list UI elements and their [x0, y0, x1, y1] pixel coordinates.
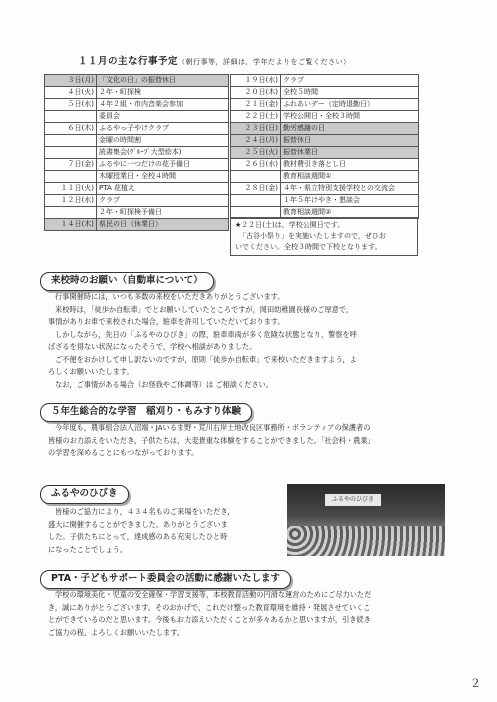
schedule-event: 金曜の時間割 [97, 135, 229, 147]
schedule-event: ２年・町探検予備日 [97, 207, 229, 219]
schedule-date: １９日(水) [231, 75, 281, 87]
schedule-event: ふるやっ子やけクラブ [97, 123, 229, 135]
schedule-event: 学校公開日・全校３時間 [281, 111, 419, 123]
school-open-day-note [230, 217, 418, 256]
schedule-event: 振替休業日 [281, 147, 419, 159]
schedule-event: 勤労感謝の日 [281, 123, 419, 135]
schedule-date: ２３日(日) [231, 123, 281, 135]
schedule-row [231, 159, 419, 171]
section-heading-furuya-hibiki: ふるやのひびき [40, 485, 129, 504]
schedule-event: クラブ [281, 75, 419, 87]
page-number: ２ [470, 677, 481, 691]
schedule-row [45, 171, 229, 183]
body-line: とができているのだと思います。今後もお力添えいただくことが多々あるかと思いますが，引き続き [48, 615, 371, 624]
schedule-row [231, 87, 419, 99]
schedule-event: 全校５時間 [281, 87, 419, 99]
body-line: 事情がありお車で来校された場合，駐車を許可していただいております。 [48, 317, 285, 326]
schedule-date [231, 171, 281, 183]
schedule-date: ５日(水) [45, 99, 97, 111]
schedule-date: ２６日(水) [231, 159, 281, 171]
schedule-row [45, 195, 229, 207]
schedule-event: 委員会 [97, 111, 229, 123]
section-body-parking [48, 291, 448, 391]
schedule-date: ２１日(金) [231, 99, 281, 111]
schedule-date: ７日(金) [45, 159, 97, 171]
schedule-event: 教材費引き落とし日 [281, 159, 419, 171]
schedule-event: 教育相談週間② [281, 207, 419, 219]
body-line: 行事開催時には，いつも多数の来校をいただきありがとうございます。 [55, 292, 285, 301]
schedule-row [231, 171, 419, 183]
schedule-row [45, 99, 229, 111]
schedule-row [45, 135, 229, 147]
body-line: 皆様のお力添えをいただき，子供たちは，大変貴重な体験をすることができました。「社会科・農業」 [48, 435, 375, 445]
schedule-row [231, 183, 419, 195]
schedule-date: １２日(水) [45, 195, 97, 207]
schedule-date: １４日(木) [45, 219, 97, 231]
schedule-event: ４年２組・市内音楽会参加 [97, 99, 229, 111]
schedule-row [231, 135, 419, 147]
schedule-date [45, 111, 97, 123]
note-line: ★２２日(土)は，学校公開日です。 [235, 221, 345, 229]
schedule-row [231, 111, 419, 123]
schedule-date [45, 171, 97, 183]
schedule-date: ３日(月) [45, 75, 97, 87]
body-line: ばざるを得ない状況になったそうで，学校へ相談がありました。 [48, 342, 257, 351]
body-line: になったことでしょう。 [48, 544, 128, 554]
schedule-row [231, 75, 419, 87]
schedule-row [45, 75, 229, 87]
schedule-date: ４日(火) [45, 87, 97, 99]
photo-audience [287, 526, 445, 556]
body-line: ろしくお願いいたします。 [48, 367, 134, 376]
schedule-row [231, 99, 419, 111]
schedule-event: 木曜授業日・全校４時間 [97, 171, 229, 183]
body-line: ご協力の程，よろしくお願いいたします。 [48, 627, 184, 637]
schedule-event: ２年・町探検 [97, 87, 229, 99]
schedule-row [231, 147, 419, 159]
body-line: の学習を深めることにもつながっております。 [48, 448, 199, 457]
schedule-date [45, 147, 97, 159]
body-line: ご不便をおかけして申し訳ないのですが，原則「徒歩か自転車」で来校いただきますよう，よ [55, 354, 357, 364]
section-body-rice-harvest [48, 422, 448, 460]
schedule-event: ふるやに一つだけの花予備日 [97, 159, 229, 171]
schedule-row [45, 111, 229, 123]
body-line: 今年度も，農事組合法人沼端・JAいるま野・荒川右岸土地改良区事務所・ボランティアの保護者の [55, 423, 371, 432]
schedule-date: ２４日(月) [231, 135, 281, 147]
schedule-event: 「文化の日」の振替休日 [97, 75, 229, 87]
body-line: した。子供たちにとって，達成感のある充実したひと時 [48, 532, 228, 541]
schedule-row [231, 123, 419, 135]
note-line: いでください。全校３時間で下校となります。 [235, 243, 382, 251]
schedule-table-left [44, 74, 229, 231]
schedule-date: ２２日(土) [231, 111, 281, 123]
schedule-row [45, 207, 229, 219]
schedule-event: １年５年けやき・懇談会 [281, 195, 419, 207]
schedule-row [45, 123, 229, 135]
schedule-subtitle: （朝行事等，詳細は，学年だよりをご覧ください） [178, 58, 351, 66]
body-line: なお，ご事情がある場合（お怪我やご体調等）は ご相談ください。 [55, 379, 273, 389]
schedule-date: ２８日(金) [231, 183, 281, 195]
schedule-row [45, 183, 229, 195]
section-body-pta-thanks [48, 589, 452, 639]
schedule-date: １１日(火) [45, 183, 97, 195]
section-body-furuya-hibiki [48, 506, 284, 556]
concert-photo [287, 484, 445, 556]
note-line: 「古谷小祭り」を実施いたしますので，ぜひお [239, 232, 386, 240]
section-heading-parking: 来校時のお願い（自動車について） [40, 272, 214, 291]
schedule-row [45, 147, 229, 159]
schedule-event: クラブ [97, 195, 229, 207]
body-line: しかしながら，先日の「ふるやのひびき」の際，駐車車両が多く危険な状態となり，警察を呼 [55, 329, 357, 339]
body-line: 盛大に開催することができました。ありがとうございま [48, 519, 228, 529]
schedule-row [45, 87, 229, 99]
schedule-row [45, 219, 229, 231]
schedule-date [45, 135, 97, 147]
schedule-table-right [230, 74, 419, 219]
section-heading-rice-harvest: ５年生総合的な学習 稲刈り・もみすり体験 [40, 403, 252, 422]
section-heading-pta-thanks: PTA・子どもサポート委員会の活動に感謝いたします [40, 570, 291, 589]
schedule-event: 教育相談週間① [281, 171, 419, 183]
body-line: 来校時は，「徒歩か自転車」でとお願いしていたところですが，岡田幼稚園長様のご厚意で， [55, 304, 354, 314]
schedule-event: PTA 花植え [97, 183, 229, 195]
schedule-row [231, 195, 419, 207]
schedule-event: 読書集会(ｸﾞﾙｰﾌﾟ大型絵本) [97, 147, 229, 159]
schedule-date [45, 207, 97, 219]
body-line: 皆様のご協力により，４３４名ものご来場をいただき， [55, 507, 235, 516]
schedule-event: ４年・県立特別支援学校との交流会 [281, 183, 419, 195]
schedule-event: ふれあいデー（定時退勤日） [281, 99, 419, 111]
schedule-title: １１月の主な行事予定（朝行事等，詳細は，学年だよりをご覧ください） [78, 56, 351, 67]
body-line: き，誠にありがとうございます。そのおかげで，これだけ整った教育環境を維持・発展させていくこ [48, 602, 371, 612]
schedule-date: ２５日(火) [231, 147, 281, 159]
schedule-event: 振替休日 [281, 135, 419, 147]
body-line: 学校の環境美化・児童の安全確保・学習支援等，本校教育活動の円滑な運営のためにご尽力いただ [55, 590, 372, 599]
schedule-date [231, 195, 281, 207]
schedule-row [45, 159, 229, 171]
schedule-date: ２０日(木) [231, 87, 281, 99]
schedule-event: 県民の日（休業日） [97, 219, 229, 231]
schedule-date: ６日(木) [45, 123, 97, 135]
photo-banner: ふるやのひびき [325, 494, 381, 506]
